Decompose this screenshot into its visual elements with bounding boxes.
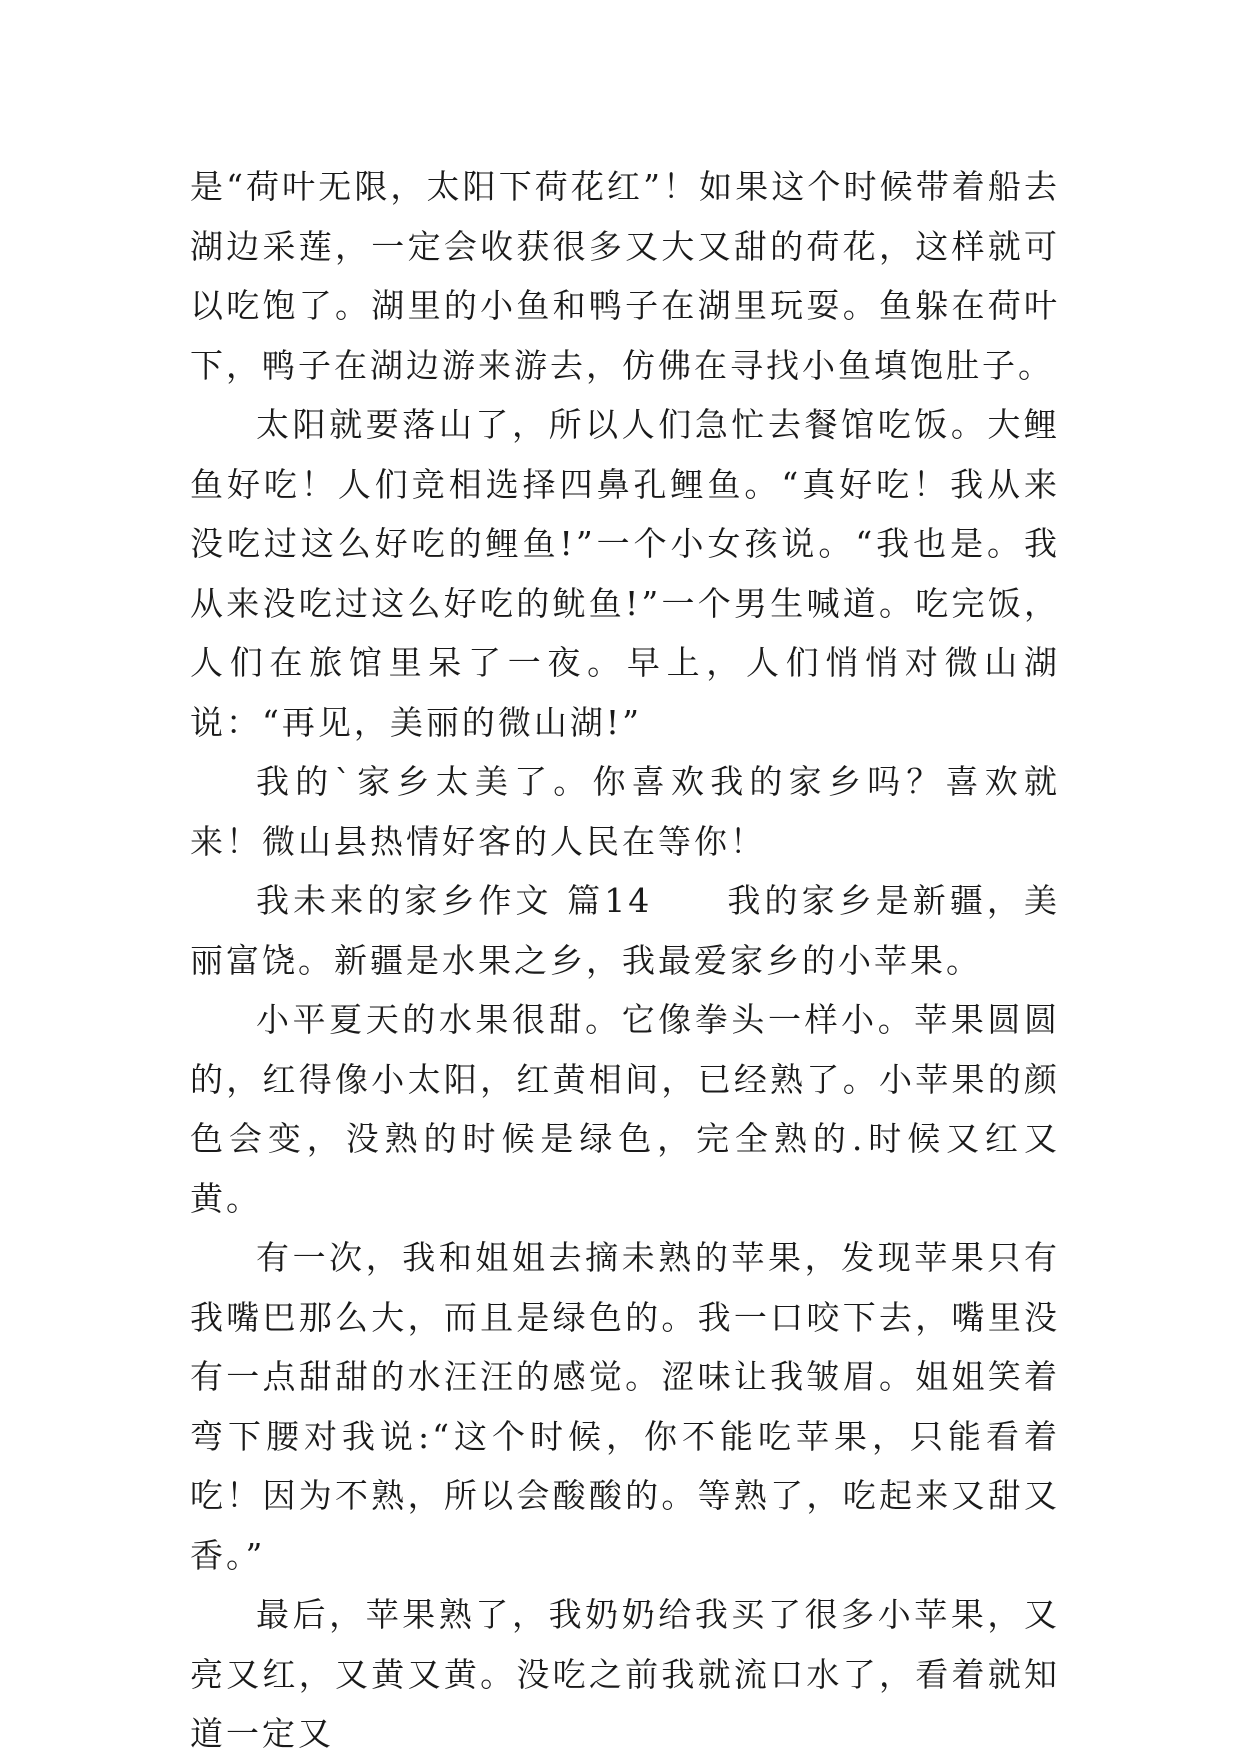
paragraph-4: 我未来的家乡作文 篇14 我的家乡是新疆，美丽富饶。新疆是水果之乡，我最爱家乡的小苹果。 bbox=[190, 881, 1060, 980]
paragraph-2: 太阳就要落山了，所以人们急忙去餐馆吃饭。大鲤鱼好吃！人们竞相选择四鼻孔鲤鱼。“真好吃！我从来没吃过这么好吃的鲤鱼!”一个小女孩说。“我也是。我从来没吃过这么好吃的鱿鱼!”一个男生喊道。吃完饭，人们在旅馆里呆了一夜。早上，人们悄悄对微山湖说：“再见，美丽的微山湖!” bbox=[190, 405, 1060, 742]
paragraph-3: 我的`家乡太美了。你喜欢我的家乡吗？喜欢就来！微山县热情好客的人民在等你！ bbox=[190, 762, 1060, 861]
paragraph-5: 小平夏天的水果很甜。它像拳头一样小。苹果圆圆的，红得像小太阳，红黄相间，已经熟了。小苹果的颜色会变，没熟的时候是绿色，完全熟的.时候又红又黄。 bbox=[190, 1000, 1060, 1218]
document-body bbox=[190, 157, 1060, 1764]
paragraph-6: 有一次，我和姐姐去摘未熟的苹果，发现苹果只有我嘴巴那么大，而且是绿色的。我一口咬下去，嘴里没有一点甜甜的水汪汪的感觉。涩味让我皱眉。姐姐笑着弯下腰对我说:“这个时候，你不能吃苹果，只能看着吃！因为不熟，所以会酸酸的。等熟了，吃起来又甜又香。” bbox=[190, 1238, 1060, 1575]
paragraph-7: 最后，苹果熟了，我奶奶给我买了很多小苹果，又亮又红，又黄又黄。没吃之前我就流口水了，看着就知道一定又 bbox=[190, 1595, 1060, 1753]
paragraph-1: 是“荷叶无限，太阳下荷花红”！如果这个时候带着船去湖边采莲，一定会收获很多又大又甜的荷花，这样就可以吃饱了。湖里的小鱼和鸭子在湖里玩耍。鱼躲在荷叶下，鸭子在湖边游来游去，仿佛在寻找小鱼填饱肚子。 bbox=[190, 167, 1060, 385]
